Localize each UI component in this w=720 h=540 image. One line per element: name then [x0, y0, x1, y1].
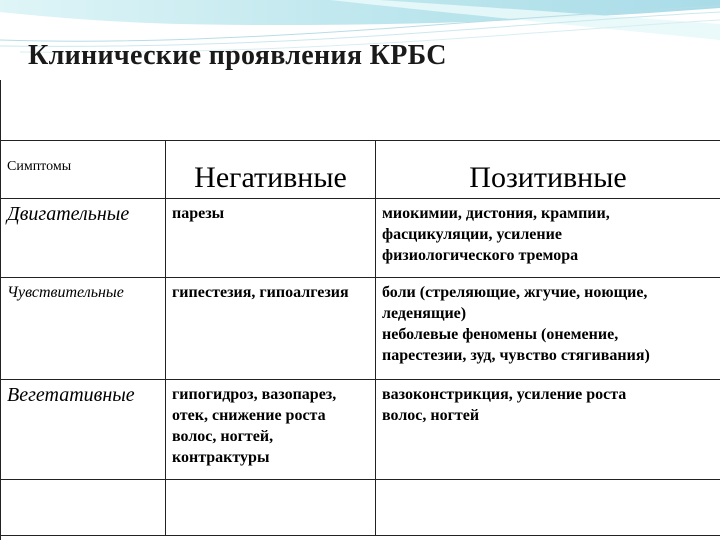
table-row — [1, 278, 720, 380]
cell-line: волос, ногтей — [382, 407, 480, 424]
positive-cell — [376, 278, 720, 380]
symptom-cell: Вегетативные — [1, 380, 166, 480]
table-header-row — [1, 141, 720, 199]
cell-line: фасцикуляции, усиление — [382, 226, 562, 243]
cell-line: миокимии, дистония, крампии, — [382, 205, 610, 222]
positive-cell — [376, 199, 720, 278]
cell-line: физиологического тремора — [382, 247, 579, 264]
symptom-cell: Двигательные — [1, 199, 166, 278]
negative-cell — [166, 380, 376, 480]
header-symptoms: Симптомы — [1, 141, 166, 199]
cell-line: парестезии, зуд, чувство стягивания) — [382, 347, 650, 364]
cell-line: волос, ногтей, — [172, 428, 274, 445]
positive-cell — [376, 380, 720, 480]
empty-cell — [166, 480, 376, 536]
symptom-cell: Чувствительные — [1, 278, 166, 380]
negative-cell — [166, 278, 376, 380]
table-row — [1, 380, 720, 480]
cell-line: боли (стреляющие, жгучие, ноющие, — [382, 284, 648, 301]
symptoms-table — [0, 140, 720, 536]
cell-line: парезы — [172, 205, 225, 222]
empty-cell — [1, 480, 166, 536]
negative-cell — [166, 199, 376, 278]
cell-line: контрактуры — [172, 449, 270, 466]
header-positive: Позитивные — [376, 141, 720, 199]
cell-line: неболевые феномены (онемение, — [382, 326, 619, 343]
table-row-empty — [1, 480, 720, 536]
cell-line: гипестезия, гипоалгезия — [172, 284, 349, 301]
cell-line: отек, снижение роста — [172, 407, 326, 424]
cell-line: леденящие) — [382, 305, 467, 322]
cell-line: гипогидроз, вазопарез, — [172, 386, 337, 403]
table-row — [1, 199, 720, 278]
slide-title: Клинические проявления КРБС — [28, 40, 447, 71]
cell-line: вазоконстрикция, усиление роста — [382, 386, 627, 403]
header-negative: Негативные — [166, 141, 376, 199]
empty-cell — [376, 480, 720, 536]
